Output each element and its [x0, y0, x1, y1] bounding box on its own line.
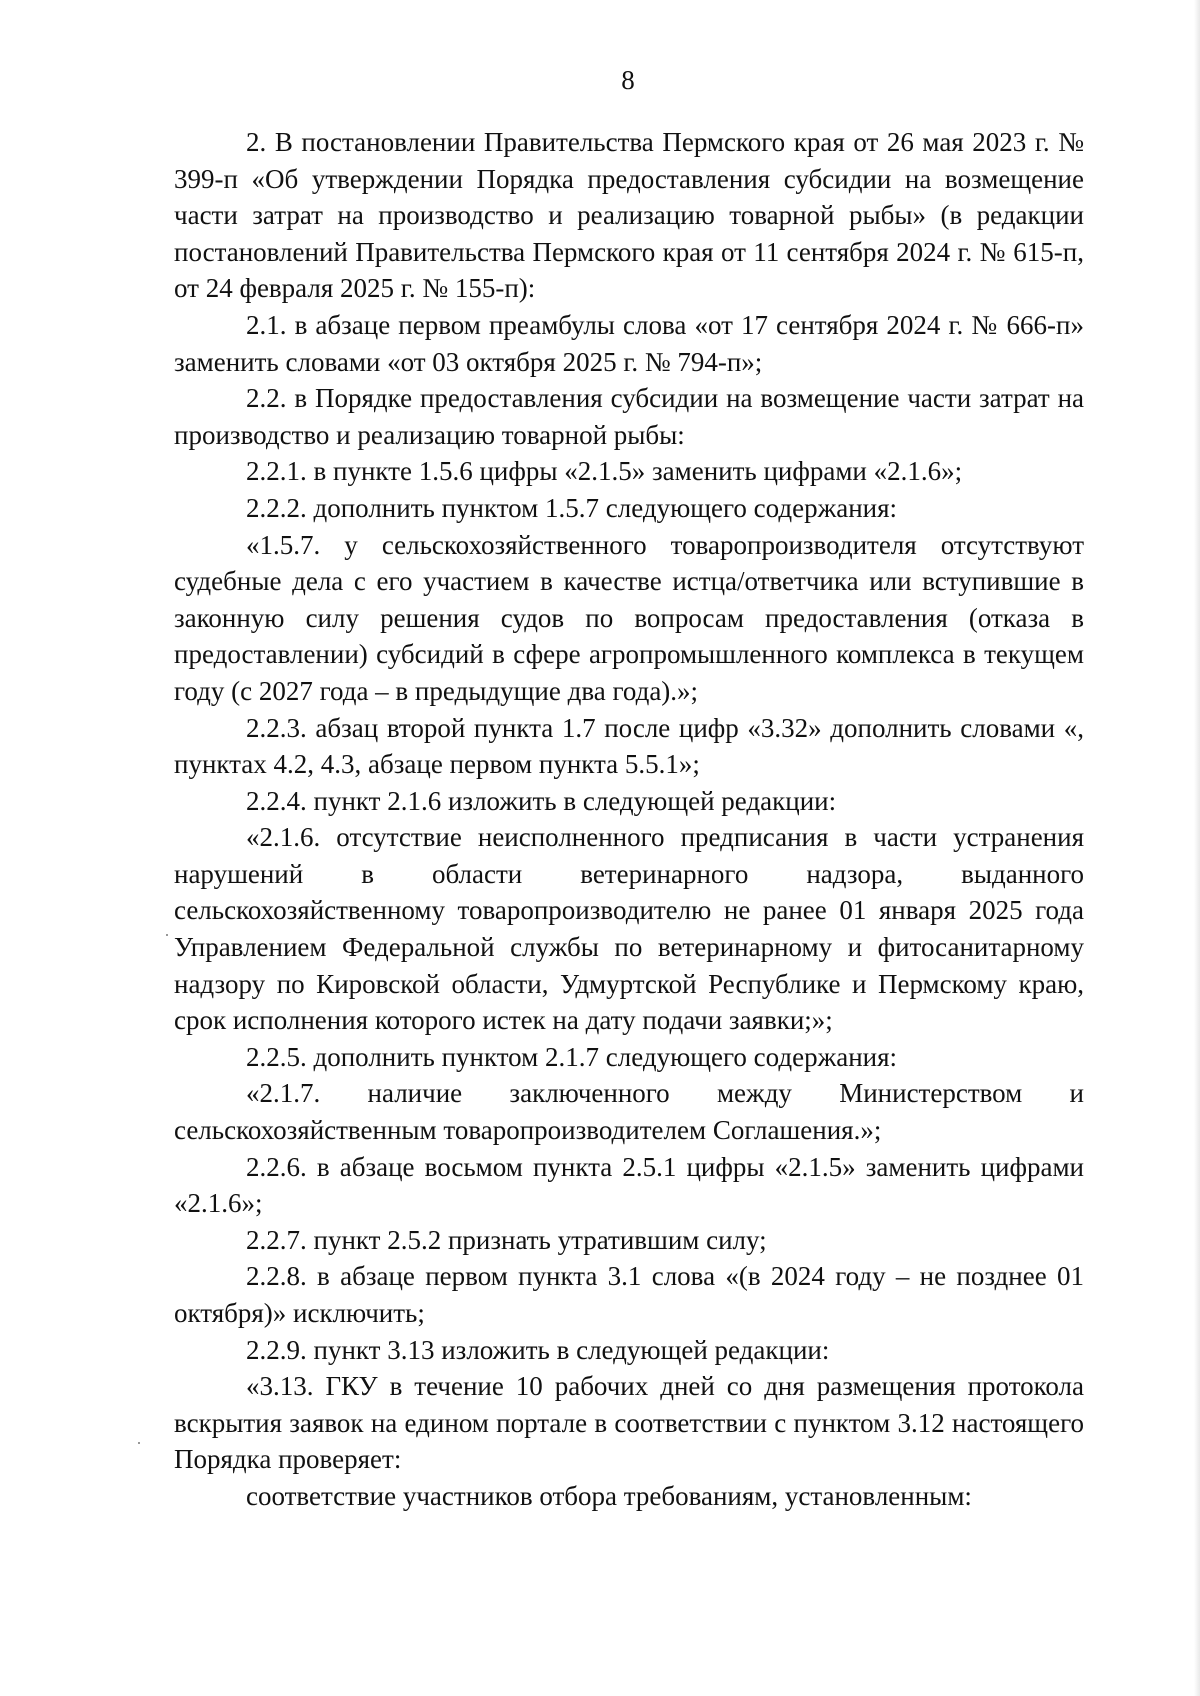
- scan-edge-shadow: [1194, 0, 1200, 1696]
- quote-3-13: «3.13. ГКУ в течение 10 рабочих дней со дня размещения протокола вскрытия заявок на едином портале в соответствии с пунктом 3.12 настоящего Порядка проверяет:: [174, 1371, 1084, 1475]
- paragraph-2-2-6: 2.2.6. в абзаце восьмом пункта 2.5.1 цифры «2.1.5» заменить цифрами «2.1.6»;: [174, 1151, 1084, 1219]
- document-body: [174, 124, 1084, 1515]
- paragraph-2-2-7: 2.2.7. пункт 2.5.2 признать утратившим силу;: [246, 1224, 767, 1255]
- paragraph-2-2-2: 2.2.2. дополнить пунктом 1.5.7 следующего содержания:: [246, 492, 898, 523]
- page-number: 8: [621, 65, 635, 95]
- paragraph-2-2-1: 2.2.1. в пункте 1.5.6 цифры «2.1.5» заменить цифрами «2.1.6»;: [246, 456, 963, 487]
- quote-2-1-7: «2.1.7. наличие заключенного между Министерством и сельскохозяйственным товаропроизводителем Соглашения.»;: [174, 1078, 1084, 1146]
- scan-speck: [166, 934, 168, 936]
- paragraph-2-2-3: 2.2.3. абзац второй пункта 1.7 после цифр «3.32» дополнить словами «, пунктах 4.2, 4.3, абзаце первом пункта 5.5.1»;: [174, 712, 1084, 780]
- quote-1-5-7: «1.5.7. у сельскохозяйственного товаропроизводителя отсутствуют судебные дела с его участием в качестве истца/ответчика или вступившие в законную силу решения судов по вопросам предоставления (отказа в предоставлении) субсидий в сфере агропромышленного комплекса в текущем году (с 2027 года – в предыдущие два года).»;: [174, 529, 1084, 706]
- paragraph-2-2: 2.2. в Порядке предоставления субсидии на возмещение части затрат на производство и реализацию товарной рыбы:: [174, 383, 1084, 450]
- paragraph-2-1: 2.1. в абзаце первом преамбулы слова «от 17 сентября 2024 г. № 666-п» заменить словами «от 03 октября 2025 г. № 794-п»;: [174, 309, 1084, 377]
- paragraph-2-2-5: 2.2.5. дополнить пунктом 2.1.7 следующего содержания:: [246, 1041, 898, 1072]
- scan-speck: [138, 1442, 140, 1444]
- paragraph-2-2-9: 2.2.9. пункт 3.13 изложить в следующей редакции:: [246, 1334, 830, 1365]
- quote-2-1-6: «2.1.6. отсутствие неисполненного предписания в части устранения нарушений в области ветеринарного надзора, выданного сельскохозяйственному товаропроизводителю не ранее 01 января 2025 года Управлением Федеральной службы по ветеринарному и фитосанитарному надзору по Кировской области, Удмуртской Республике и Пермскому краю, срок исполнения которого истек на дату подачи заявки;»;: [174, 822, 1084, 1036]
- paragraph-2: 2. В постановлении Правительства Пермского края от 26 мая 2023 г. № 399-п «Об утверждении Порядка предоставления субсидии на возмещение части затрат на производство и реализацию товарной рыбы» (в редакции постановлений Правительства Пермского края от 11 сентября 2024 г. № 615-п, от 24 февраля 2025 г. № 155-п):: [174, 127, 1084, 304]
- paragraph-2-2-4: 2.2.4. пункт 2.1.6 изложить в следующей редакции:: [246, 785, 837, 816]
- paragraph-2-2-8: 2.2.8. в абзаце первом пункта 3.1 слова «(в 2024 году – не позднее 01 октября)» исключить;: [174, 1261, 1084, 1328]
- paragraph-requirements: соответствие участников отбора требованиям, установленным:: [246, 1480, 972, 1511]
